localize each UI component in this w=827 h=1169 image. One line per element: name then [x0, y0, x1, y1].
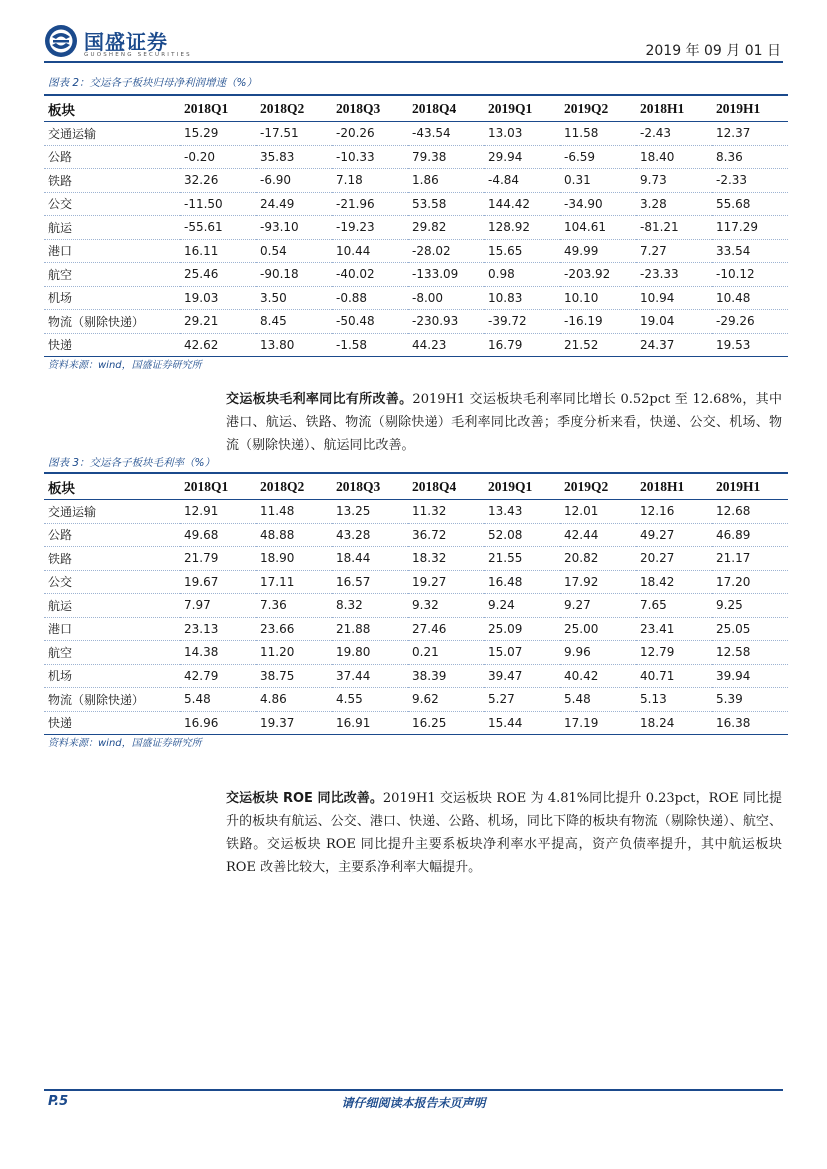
table-cell: 19.27	[412, 574, 447, 589]
table-cell: 144.42	[488, 196, 530, 211]
table-row	[44, 169, 788, 193]
table-cell: -28.02	[412, 243, 451, 258]
table-cell: 12.58	[716, 645, 751, 660]
table-cell: 13.80	[260, 337, 295, 352]
table-cell: 19.04	[640, 314, 675, 329]
header-divider	[44, 61, 783, 63]
table-cell: 20.27	[640, 551, 675, 566]
paragraph-heading: 交运板块毛利率同比有所改善。	[226, 392, 413, 407]
table-cell: -34.90	[564, 196, 603, 211]
table-cell: 5.13	[640, 692, 667, 707]
gross-margin-table	[44, 472, 788, 735]
table-cell: 48.88	[260, 527, 295, 542]
table-cell: -81.21	[640, 220, 679, 235]
column-header: 2018H1	[640, 478, 685, 494]
table-cell: 9.96	[564, 645, 591, 660]
table-cell: -1.58	[336, 337, 368, 352]
table-cell: -10.33	[336, 149, 375, 164]
table-cell: 5.48	[184, 692, 211, 707]
table-cell: 49.68	[184, 527, 219, 542]
row-label: 物流（剔除快递）	[48, 314, 145, 329]
paragraph-heading: 交运板块 ROE 同比改善。	[226, 791, 383, 806]
column-header: 2018Q2	[260, 478, 305, 494]
row-label: 快递	[48, 716, 73, 731]
table-cell: 10.83	[488, 290, 523, 305]
table-cell: 7.27	[640, 243, 667, 258]
table-cell: 17.92	[564, 574, 599, 589]
table-cell: 8.32	[336, 598, 363, 613]
table-cell: 42.44	[564, 527, 599, 542]
row-label: 航运	[48, 220, 73, 235]
table-cell: 18.40	[640, 149, 675, 164]
table-cell: 9.32	[412, 598, 439, 613]
table-cell: -43.54	[412, 126, 451, 141]
row-label: 物流（剔除快递）	[48, 692, 145, 707]
table-cell: 11.20	[260, 645, 295, 660]
table-cell: 16.91	[336, 715, 371, 730]
table-cell: 17.20	[716, 574, 751, 589]
table-cell: 16.79	[488, 337, 523, 352]
table-cell: 7.65	[640, 598, 667, 613]
table-row	[44, 594, 788, 618]
table-cell: 21.88	[336, 621, 371, 636]
table-cell: 21.55	[488, 551, 523, 566]
table-cell: 7.36	[260, 598, 287, 613]
table-cell: 40.42	[564, 668, 599, 683]
column-header: 2018Q1	[184, 100, 229, 116]
table-cell: 11.32	[412, 504, 447, 519]
table-cell: 16.57	[336, 574, 371, 589]
table-cell: 104.61	[564, 220, 606, 235]
table-cell: 39.47	[488, 668, 523, 683]
table-row	[44, 547, 788, 571]
row-label: 公交	[48, 197, 73, 212]
table-cell: -39.72	[488, 314, 527, 329]
column-header: 2018Q2	[260, 100, 305, 116]
table-cell: -29.26	[716, 314, 755, 329]
table-cell: 29.82	[412, 220, 447, 235]
row-label: 交通运输	[48, 504, 97, 519]
table-cell: 128.92	[488, 220, 530, 235]
table-cell: 18.32	[412, 551, 447, 566]
table-cell: 21.52	[564, 337, 599, 352]
table-cell: -20.26	[336, 126, 375, 141]
table-cell: 25.46	[184, 267, 219, 282]
column-header: 板块	[48, 102, 75, 118]
report-date: 2019 年 09 月 01 日	[645, 43, 781, 59]
column-header: 2019H1	[716, 478, 761, 494]
table-cell: 18.42	[640, 574, 675, 589]
brand-name: 国盛证券	[84, 30, 168, 54]
table-cell: -93.10	[260, 220, 299, 235]
table1-source: 资料来源：wind，国盛证券研究所	[48, 360, 202, 371]
table-cell: 20.82	[564, 551, 599, 566]
table-cell: 0.54	[260, 243, 287, 258]
column-header: 2018Q4	[412, 478, 457, 494]
table-cell: -230.93	[412, 314, 459, 329]
table-cell: -2.33	[716, 173, 748, 188]
row-label: 铁路	[48, 551, 73, 566]
row-label: 机场	[48, 291, 73, 306]
table-cell: 14.38	[184, 645, 219, 660]
column-header: 板块	[48, 480, 75, 496]
table-cell: 13.25	[336, 504, 371, 519]
table-cell: 11.58	[564, 126, 599, 141]
table-cell: -8.00	[412, 290, 444, 305]
table-cell: -17.51	[260, 126, 299, 141]
row-label: 交通运输	[48, 126, 97, 141]
table-row	[44, 145, 788, 169]
table-cell: 16.48	[488, 574, 523, 589]
table-cell: 10.10	[564, 290, 599, 305]
table-cell: 0.31	[564, 173, 591, 188]
row-label: 公交	[48, 575, 73, 590]
table-cell: 9.62	[412, 692, 439, 707]
table-cell: -21.96	[336, 196, 375, 211]
table-cell: 27.46	[412, 621, 447, 636]
table-row	[44, 192, 788, 216]
table-cell: -50.48	[336, 314, 375, 329]
table-cell: 7.18	[336, 173, 363, 188]
table-cell: -90.18	[260, 267, 299, 282]
table-cell: 1.86	[412, 173, 439, 188]
table-cell: 18.24	[640, 715, 675, 730]
paragraph-body: 2019H1 交运板块 ROE 为 4.81%同比提升 0.23pct，ROE 同比提升的板块有航运、公交、港口、快递、公路、机场，同比下降的板块有物流（剔除快递）、航空、铁路。交运板块 ROE 同比提升主要系板块净利率水平提高，资产负债率提升，其中航运板块 ROE 改善比较大，主要系净利率大幅提升。	[226, 791, 782, 875]
table-row	[44, 310, 788, 334]
table-cell: 15.07	[488, 645, 523, 660]
table-row	[44, 711, 788, 735]
table-cell: 12.01	[564, 504, 599, 519]
table-cell: -40.02	[336, 267, 375, 282]
table-cell: 19.03	[184, 290, 219, 305]
roe-paragraph	[226, 787, 782, 879]
table-header-row	[44, 95, 788, 122]
table-cell: 4.86	[260, 692, 287, 707]
table-cell: 18.90	[260, 551, 295, 566]
table-row	[44, 617, 788, 641]
row-label: 港口	[48, 622, 73, 637]
table-cell: 23.13	[184, 621, 219, 636]
column-header: 2018Q4	[412, 100, 457, 116]
table-cell: 13.03	[488, 126, 523, 141]
table-cell: 8.36	[716, 149, 743, 164]
table-cell: 79.38	[412, 149, 447, 164]
table-cell: 15.65	[488, 243, 523, 258]
table-cell: 13.43	[488, 504, 523, 519]
table-cell: -11.50	[184, 196, 223, 211]
table-cell: 25.00	[564, 621, 599, 636]
table-cell: 9.25	[716, 598, 743, 613]
table-cell: 5.48	[564, 692, 591, 707]
row-label: 港口	[48, 244, 73, 259]
table-cell: 3.50	[260, 290, 287, 305]
table-row	[44, 216, 788, 240]
table-cell: 12.68	[716, 504, 751, 519]
table-cell: 9.27	[564, 598, 591, 613]
table-cell: 16.96	[184, 715, 219, 730]
table-cell: 33.54	[716, 243, 751, 258]
table-cell: 19.37	[260, 715, 295, 730]
table-row	[44, 333, 788, 357]
table-cell: 19.53	[716, 337, 751, 352]
table-cell: -55.61	[184, 220, 223, 235]
row-label: 公路	[48, 150, 73, 165]
table-cell: 38.39	[412, 668, 447, 683]
table-cell: 21.17	[716, 551, 751, 566]
table-row	[44, 239, 788, 263]
table-cell: 24.37	[640, 337, 675, 352]
table-cell: -203.92	[564, 267, 611, 282]
table-cell: 0.98	[488, 267, 515, 282]
table-cell: 16.38	[716, 715, 751, 730]
column-header: 2019H1	[716, 100, 761, 116]
table-cell: 17.11	[260, 574, 295, 589]
footer-divider	[44, 1089, 783, 1091]
table-cell: 12.91	[184, 504, 219, 519]
table-cell: -6.59	[564, 149, 596, 164]
table-cell: 46.89	[716, 527, 751, 542]
table-cell: 117.29	[716, 220, 758, 235]
table-cell: -6.90	[260, 173, 292, 188]
table-cell: 35.83	[260, 149, 295, 164]
table-cell: 8.45	[260, 314, 287, 329]
column-header: 2019Q1	[488, 478, 533, 494]
table-cell: 5.27	[488, 692, 515, 707]
table-cell: 39.94	[716, 668, 751, 683]
table-cell: 21.79	[184, 551, 219, 566]
table-cell: 12.79	[640, 645, 675, 660]
table2-caption: 图表 3：交运各子板块毛利率（%）	[48, 457, 215, 469]
column-header: 2018Q1	[184, 478, 229, 494]
table-cell: -0.20	[184, 149, 216, 164]
table-cell: 42.62	[184, 337, 219, 352]
brand-logo	[44, 22, 244, 62]
table-cell: 12.37	[716, 126, 751, 141]
column-header: 2018Q3	[336, 100, 381, 116]
table-cell: 53.58	[412, 196, 447, 211]
table-cell: 17.19	[564, 715, 599, 730]
table-cell: -4.84	[488, 173, 520, 188]
net-profit-growth-table	[44, 94, 788, 357]
table-row	[44, 263, 788, 287]
table-cell: 7.97	[184, 598, 211, 613]
brand-subtitle: GUOSHENG SECURITIES	[84, 52, 192, 58]
column-header: 2019Q2	[564, 100, 609, 116]
table-cell: 37.44	[336, 668, 371, 683]
column-header: 2018Q3	[336, 478, 381, 494]
table-cell: 19.67	[184, 574, 219, 589]
table-cell: 10.44	[336, 243, 371, 258]
table-cell: 25.09	[488, 621, 523, 636]
table-cell: -19.23	[336, 220, 375, 235]
table-header-row	[44, 473, 788, 500]
table-cell: 3.28	[640, 196, 667, 211]
table-cell: 29.94	[488, 149, 523, 164]
table-cell: 55.68	[716, 196, 751, 211]
table-cell: 42.79	[184, 668, 219, 683]
table-cell: 10.48	[716, 290, 751, 305]
gross-margin-paragraph	[226, 388, 782, 457]
row-label: 铁路	[48, 173, 73, 188]
table-cell: -2.43	[640, 126, 672, 141]
disclaimer: 请仔细阅读本报告末页声明	[341, 1096, 486, 1110]
table-cell: 36.72	[412, 527, 447, 542]
table-cell: -16.19	[564, 314, 603, 329]
table-cell: 23.66	[260, 621, 295, 636]
table-cell: 24.49	[260, 196, 295, 211]
row-label: 机场	[48, 669, 73, 684]
table-cell: 5.39	[716, 692, 743, 707]
table-cell: 40.71	[640, 668, 675, 683]
table-cell: 23.41	[640, 621, 675, 636]
column-header: 2018H1	[640, 100, 685, 116]
row-label: 航运	[48, 598, 73, 613]
table-cell: 16.25	[412, 715, 447, 730]
table-cell: 4.55	[336, 692, 363, 707]
table-cell: 0.21	[412, 645, 439, 660]
table-cell: -0.88	[336, 290, 368, 305]
table-cell: 49.27	[640, 527, 675, 542]
table-cell: 49.99	[564, 243, 599, 258]
table-cell: 12.16	[640, 504, 675, 519]
row-label: 航空	[48, 645, 73, 660]
table-cell: 15.29	[184, 126, 219, 141]
table-row	[44, 286, 788, 310]
table-cell: 11.48	[260, 504, 295, 519]
table-cell: 43.28	[336, 527, 371, 542]
page-number: P.5	[48, 1094, 69, 1109]
table-row	[44, 664, 788, 688]
table-cell: 15.44	[488, 715, 523, 730]
table-cell: 18.44	[336, 551, 371, 566]
table-cell: 19.80	[336, 645, 371, 660]
column-header: 2019Q1	[488, 100, 533, 116]
table1-caption: 图表 2：交运各子板块归母净利润增速（%）	[48, 77, 257, 89]
table-row	[44, 122, 788, 146]
table-row	[44, 570, 788, 594]
table-cell: 9.73	[640, 173, 667, 188]
table-cell: 25.05	[716, 621, 751, 636]
table-cell: -23.33	[640, 267, 679, 282]
table-cell: -10.12	[716, 267, 755, 282]
table-cell: 38.75	[260, 668, 295, 683]
row-label: 快递	[48, 338, 73, 353]
table-cell: 10.94	[640, 290, 675, 305]
brand-emblem-icon	[44, 24, 78, 58]
table-row	[44, 641, 788, 665]
table-cell: 52.08	[488, 527, 523, 542]
table-row	[44, 500, 788, 524]
table-cell: 29.21	[184, 314, 219, 329]
column-header: 2019Q2	[564, 478, 609, 494]
table2-source: 资料来源：wind，国盛证券研究所	[48, 738, 202, 749]
table-cell: 32.26	[184, 173, 219, 188]
paragraph-body: 2019H1 交运板块毛利率同比增长 0.52pct 至 12.68%，其中港口、航运、铁路、物流（剔除快递）毛利率同比改善；季度分析来看，快递、公交、机场、物流（剔除快递）、航运同比改善。	[226, 392, 782, 453]
table-cell: 9.24	[488, 598, 515, 613]
table-cell: 16.11	[184, 243, 219, 258]
row-label: 航空	[48, 267, 73, 282]
table-row	[44, 688, 788, 712]
table-cell: -133.09	[412, 267, 459, 282]
row-label: 公路	[48, 528, 73, 543]
table-row	[44, 523, 788, 547]
table-cell: 44.23	[412, 337, 447, 352]
